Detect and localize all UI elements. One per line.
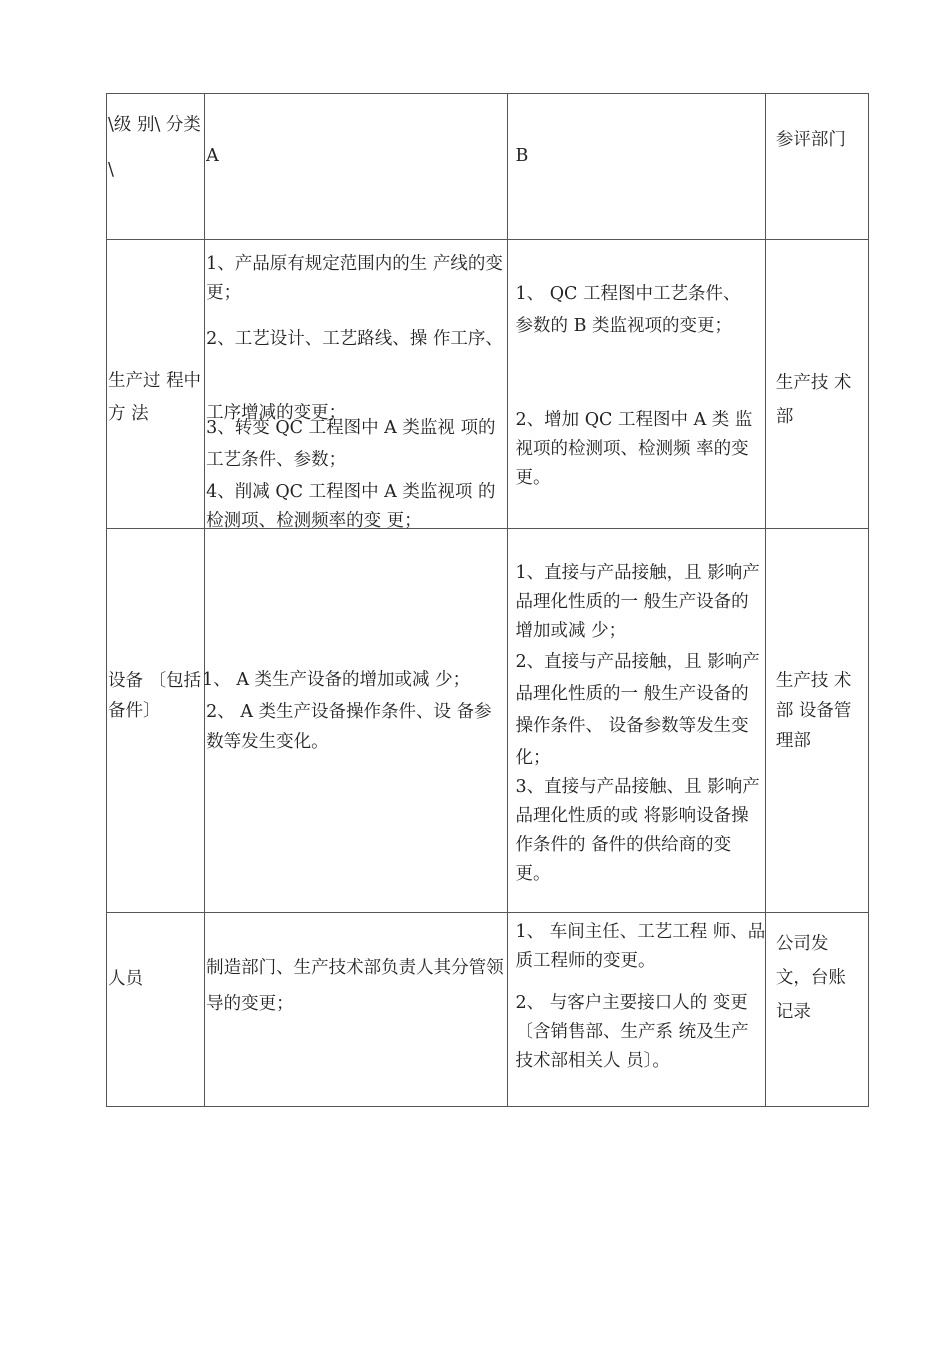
row3-a-cell — [205, 913, 507, 1107]
row2-b-item-2: 2、直接与产品接触，且 影响产品理化性质的一 般生产设备的操作条件、 设备参数等发生变化； — [515, 652, 760, 768]
table-row — [107, 240, 869, 529]
row1-b-item-1: 1、 QC 工程图中工艺条件、 参数的 B 类监视项的变更； — [515, 284, 741, 336]
table-row — [107, 913, 869, 1107]
change-level-table — [106, 93, 869, 1107]
row3-b-cell — [507, 913, 765, 1107]
row2-dept-cell — [765, 529, 868, 913]
row1-b-item-2: 2、增加 QC 工程图中 A 类 监视项的检测项、检测频 率的变更。 — [515, 410, 753, 488]
row2-a-cell — [202, 529, 507, 913]
header-dept: 参评部门 — [775, 130, 846, 150]
row3-dept-cell — [765, 913, 868, 1107]
row2-category: 设备 〔包括 备件〕 — [108, 671, 202, 721]
header-dept-cell — [765, 94, 868, 240]
header-row — [107, 94, 869, 240]
row2-a-item-1: 1、 A 类生产设备的增加或减 少； — [202, 670, 471, 690]
row2-a-item-2: 2、 A 类生产设备操作条件、设 备参数等发生变化。 — [206, 702, 492, 752]
row1-b-cell — [507, 240, 765, 529]
header-a-cell — [205, 94, 507, 240]
row2-category-cell — [107, 529, 205, 913]
header-col-b: B — [515, 146, 529, 166]
row2-b-item-1: 1、直接与产品接触，且 影响产品理化性质的一 般生产设备的增加或减 少； — [515, 563, 760, 641]
row3-a-item-1: 制造部门、生产技术部负责人其分管领导的变更； — [206, 958, 504, 1014]
row1-a-item-3: 3、转变 QC 工程图中 A 类监视 项的工艺条件、参数； — [206, 418, 496, 470]
row2-b-cell — [507, 529, 765, 913]
row1-a-item-1: 1、产品原有规定范围内的生 产线的变更； — [206, 254, 503, 303]
row1-dept-cell — [765, 240, 868, 529]
header-b-cell — [507, 94, 765, 240]
row2-dept: 生产技 术部 设备管理部 — [775, 671, 852, 751]
row1-a-item-4: 4、削减 QC 工程图中 A 类监视项 的检测项、检测频率的变 更； — [206, 482, 496, 531]
row1-category-cell — [107, 240, 205, 529]
row3-b-item-2: 2、 与客户主要接口人的 变更〔含销售部、生产系 统及生产技术部相关人 员〕。 — [515, 993, 749, 1071]
row3-category-cell — [107, 913, 205, 1107]
table-row — [107, 529, 869, 913]
header-col-a: A — [206, 146, 219, 166]
header-category-cell — [107, 94, 205, 240]
row3-category: 人员 — [108, 969, 143, 989]
row1-a-item-2: 2、工艺设计、工艺路线、操 作工序、工序增减的变更； — [206, 329, 503, 423]
header-category: \级 别\ 分类\ — [108, 115, 201, 180]
row1-category: 生产过 程中方 法 — [108, 371, 202, 424]
row1-a-cell — [205, 240, 507, 529]
row3-dept: 公司发文，台账记录 — [775, 934, 846, 1022]
row3-b-item-1: 1、 车间主任、工艺工程 师、品质工程师的变更。 — [515, 922, 766, 971]
row2-b-item-3: 3、直接与产品接触、且 影响产品理化性质的或 将影响设备操作条件的 备件的供给商的变更。 — [515, 777, 760, 884]
row1-dept: 生产技 术部 — [775, 373, 852, 427]
